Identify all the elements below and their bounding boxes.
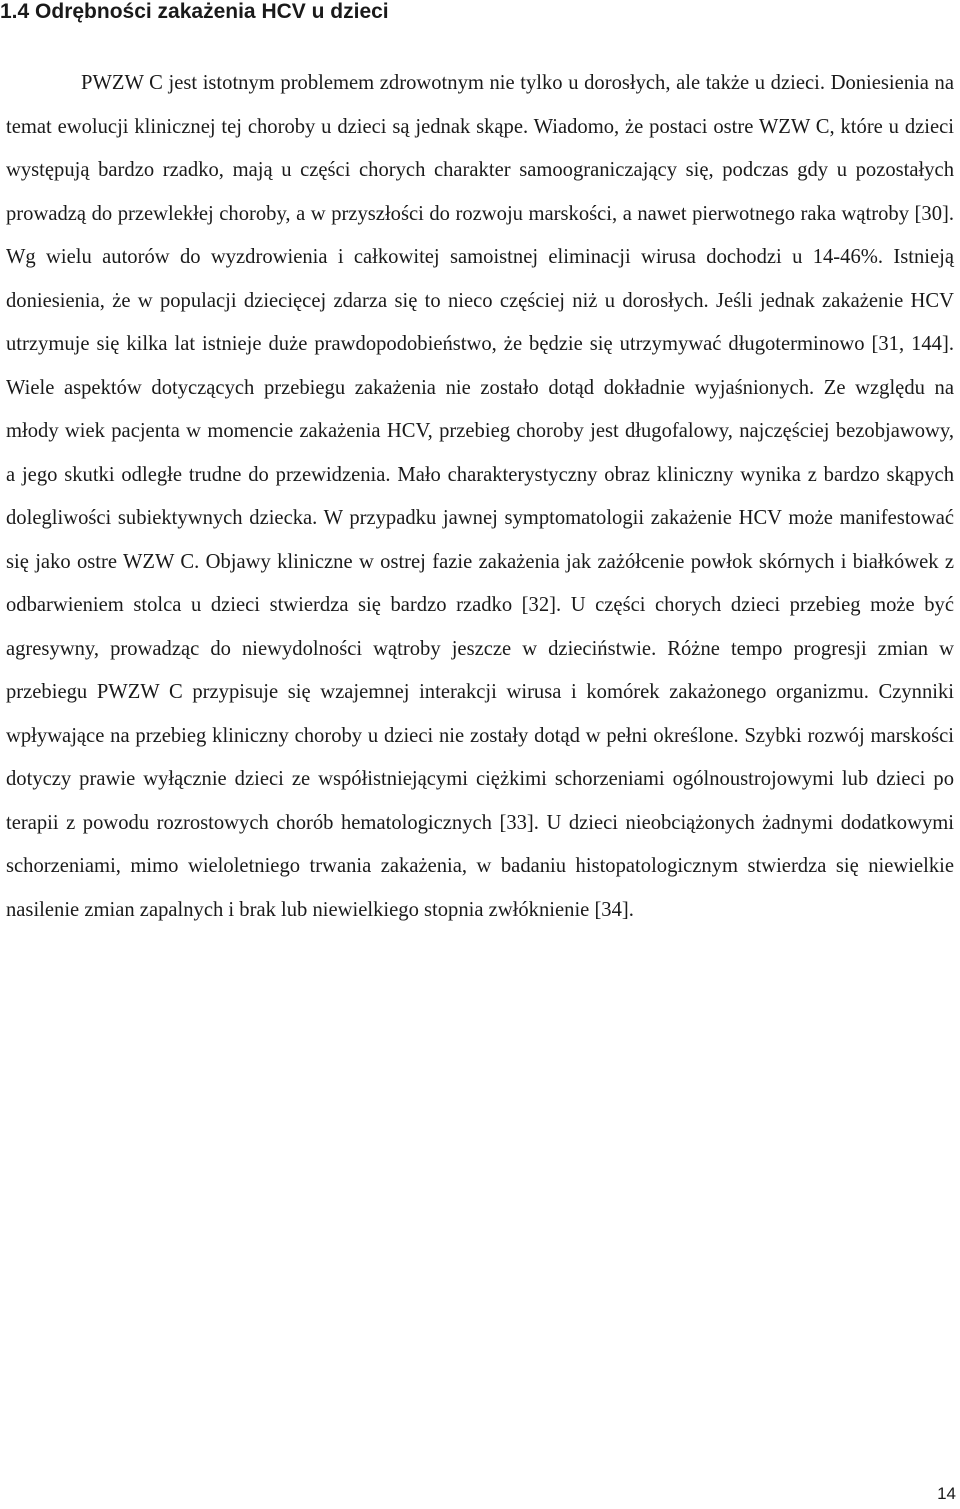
page-number: 14: [937, 1484, 956, 1503]
body-paragraph: PWZW C jest istotnym problemem zdrowotnym nie tylko u dorosłych, ale także u dzieci. Doniesienia na temat ewolucji klinicznej tej choroby u dzieci są jednak skąpe. Wiadomo, że postaci ostre WZW C, które u dzieci występują bardzo rzadko, mają u części chorych charakter samoograniczający się, podczas gdy u pozostałych prowadzą do przewlekłej choroby, a w przyszłości do rozwoju marskości, a nawet pierwotnego raka wątroby [30]. Wg wielu autorów do wyzdrowienia i całkowitej samoistnej eliminacji wirusa dochodzi u 14-46%. Istnieją doniesienia, że w populacji dziecięcej zdarza się to nieco częściej niż u dorosłych. Jeśli jednak zakażenie HCV utrzymuje się kilka lat istnieje duże prawdopodobieństwo, że będzie się utrzymywać długoterminowo [31, 144]. Wiele aspektów dotyczących przebiegu zakażenia nie zostało dotąd dokładnie wyjaśnionych. Ze względu na młody wiek pacjenta w momencie zakażenia HCV, przebieg choroby jest długofalowy, najczęściej bezobjawowy, a jego skutki odległe trudne do przewidzenia. Mało charakterystyczny obraz kliniczny wynika z bardzo skąpych dolegliwości subiektywnych dziecka. W przypadku jawnej symptomatologii zakażenie HCV może manifestować się jako ostre WZW C. Objawy kliniczne w ostrej fazie zakażenia jak zażółcenie powłok skórnych i białkówek z odbarwieniem stolca u dzieci stwierdza się bardzo rzadko [32]. U części chorych dzieci przebieg może być agresywny, prowadząc do niewydolności wątroby jeszcze w dzieciństwie. Różne tempo progresji zmian w przebiegu PWZW C przypisuje się wzajemnej interakcji wirusa i komórek zakażonego organizmu. Czynniki wpływające na przebieg kliniczny choroby u dzieci nie zostały dotąd w pełni określone. Szybki rozwój marskości dotyczy prawie wyłącznie dzieci ze współistniejącymi ciężkimi schorzeniami ogólnoustrojowymi lub dzieci po terapii z powodu rozrostowych chorób hematologicznych [33]. U dzieci nieobciążonych żadnymi dodatkowymi schorzeniami, mimo wieloletniego trwania zakażenia, w badaniu histopatologicznym stwierdza się niewielkie nasilenie zmian zapalnych i brak lub niewielkiego stopnia zwłóknienie [34].: [6, 72, 954, 921]
section-heading: 1.4 Odrębności zakażenia HCV u dzieci: [0, 0, 389, 23]
